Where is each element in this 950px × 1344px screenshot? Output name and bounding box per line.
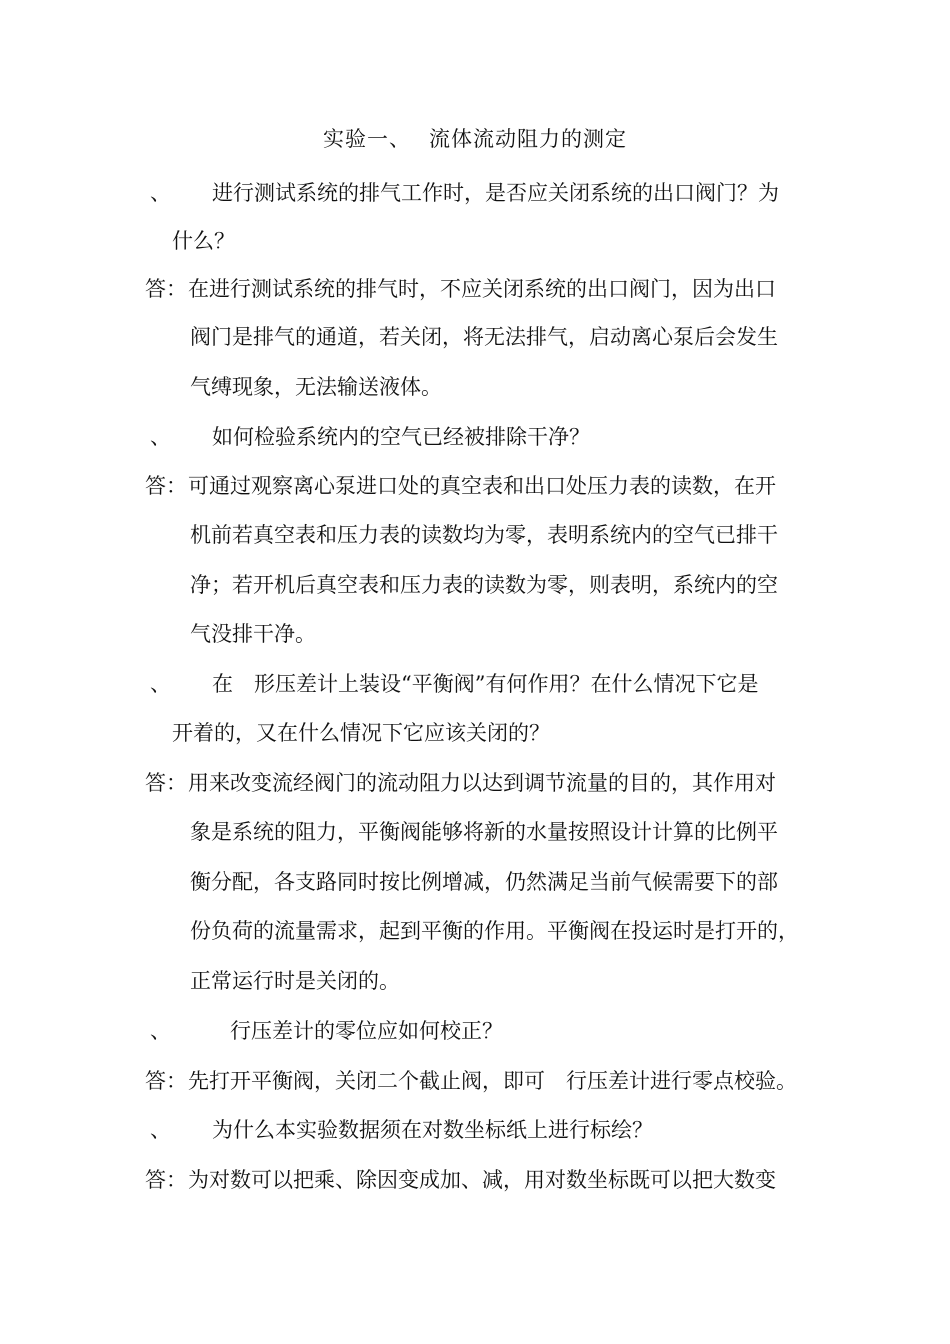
- question-3-line-1: 在 形压差计上装设“平衡阀”有何作用？在什么情况下它是: [212, 672, 759, 696]
- answer-3-line-2: 象是系统的阻力，平衡阀能够将新的水量按照设计计算的比例平: [190, 820, 778, 844]
- answer-5-line-1: 为对数可以把乘、除因变成加、减，用对数坐标既可以把大数变: [188, 1168, 776, 1192]
- question-1-line-1: 进行测试系统的排气工作时，是否应关闭系统的出口阀门？为: [212, 181, 779, 205]
- answer-3-line-4: 份负荷的流量需求，起到平衡的作用。平衡阀在投运时是打开的，: [190, 919, 799, 943]
- answer-1-line-1: 在进行测试系统的排气时，不应关闭系统的出口阀门，因为出口: [188, 277, 776, 301]
- question-2-marker: 、: [150, 425, 171, 449]
- question-1-line-2: 什么？: [172, 229, 235, 253]
- answer-2-label: 答：: [145, 474, 187, 498]
- answer-2-line-3: 净；若开机后真空表和压力表的读数为零，则表明，系统内的空: [190, 573, 778, 597]
- answer-1-line-3: 气缚现象，无法输送液体。: [190, 375, 442, 399]
- answer-1-line-2: 阀门是排气的通道，若关闭，将无法排气，启动离心泵后会发生: [190, 325, 778, 349]
- page-title: [0, 123, 950, 153]
- question-5-line-1: 为什么本实验数据须在对数坐标纸上进行标绘？: [212, 1118, 653, 1142]
- question-1-marker: 、: [150, 181, 171, 205]
- question-2-line-1: 如何检验系统内的空气已经被排除干净？: [212, 425, 590, 449]
- answer-2-line-1: 可通过观察离心泵进口处的真空表和出口处压力表的读数，在开: [188, 474, 776, 498]
- answer-3-label: 答：: [145, 771, 187, 795]
- answer-3-line-3: 衡分配，各支路同时按比例增减，仍然满足当前气候需要下的部: [190, 870, 778, 894]
- answer-5-label: 答：: [145, 1168, 187, 1192]
- answer-2-line-4: 气没排干净。: [190, 622, 316, 646]
- question-3-marker: 、: [150, 672, 171, 696]
- question-3-line-2: 开着的，又在什么情况下它应该关闭的？: [172, 721, 550, 745]
- answer-1-label: 答：: [145, 277, 187, 301]
- answer-4-line-1: 先打开平衡阀，关闭二个截止阀，即可 行压差计进行零点校验。: [188, 1069, 797, 1093]
- question-4-marker: 、: [150, 1019, 171, 1043]
- question-4-line-1: 行压差计的零位应如何校正？: [230, 1019, 503, 1043]
- answer-3-line-1: 用来改变流经阀门的流动阻力以达到调节流量的目的，其作用对: [188, 771, 776, 795]
- title-part-1: 实验一、: [323, 127, 411, 151]
- answer-3-line-5: 正常运行时是关闭的。: [190, 969, 400, 993]
- question-5-marker: 、: [150, 1118, 171, 1142]
- title-part-2: 流体流动阻力的测定: [429, 127, 627, 151]
- answer-2-line-2: 机前若真空表和压力表的读数均为零，表明系统内的空气已排干: [190, 523, 778, 547]
- answer-4-label: 答：: [145, 1069, 187, 1093]
